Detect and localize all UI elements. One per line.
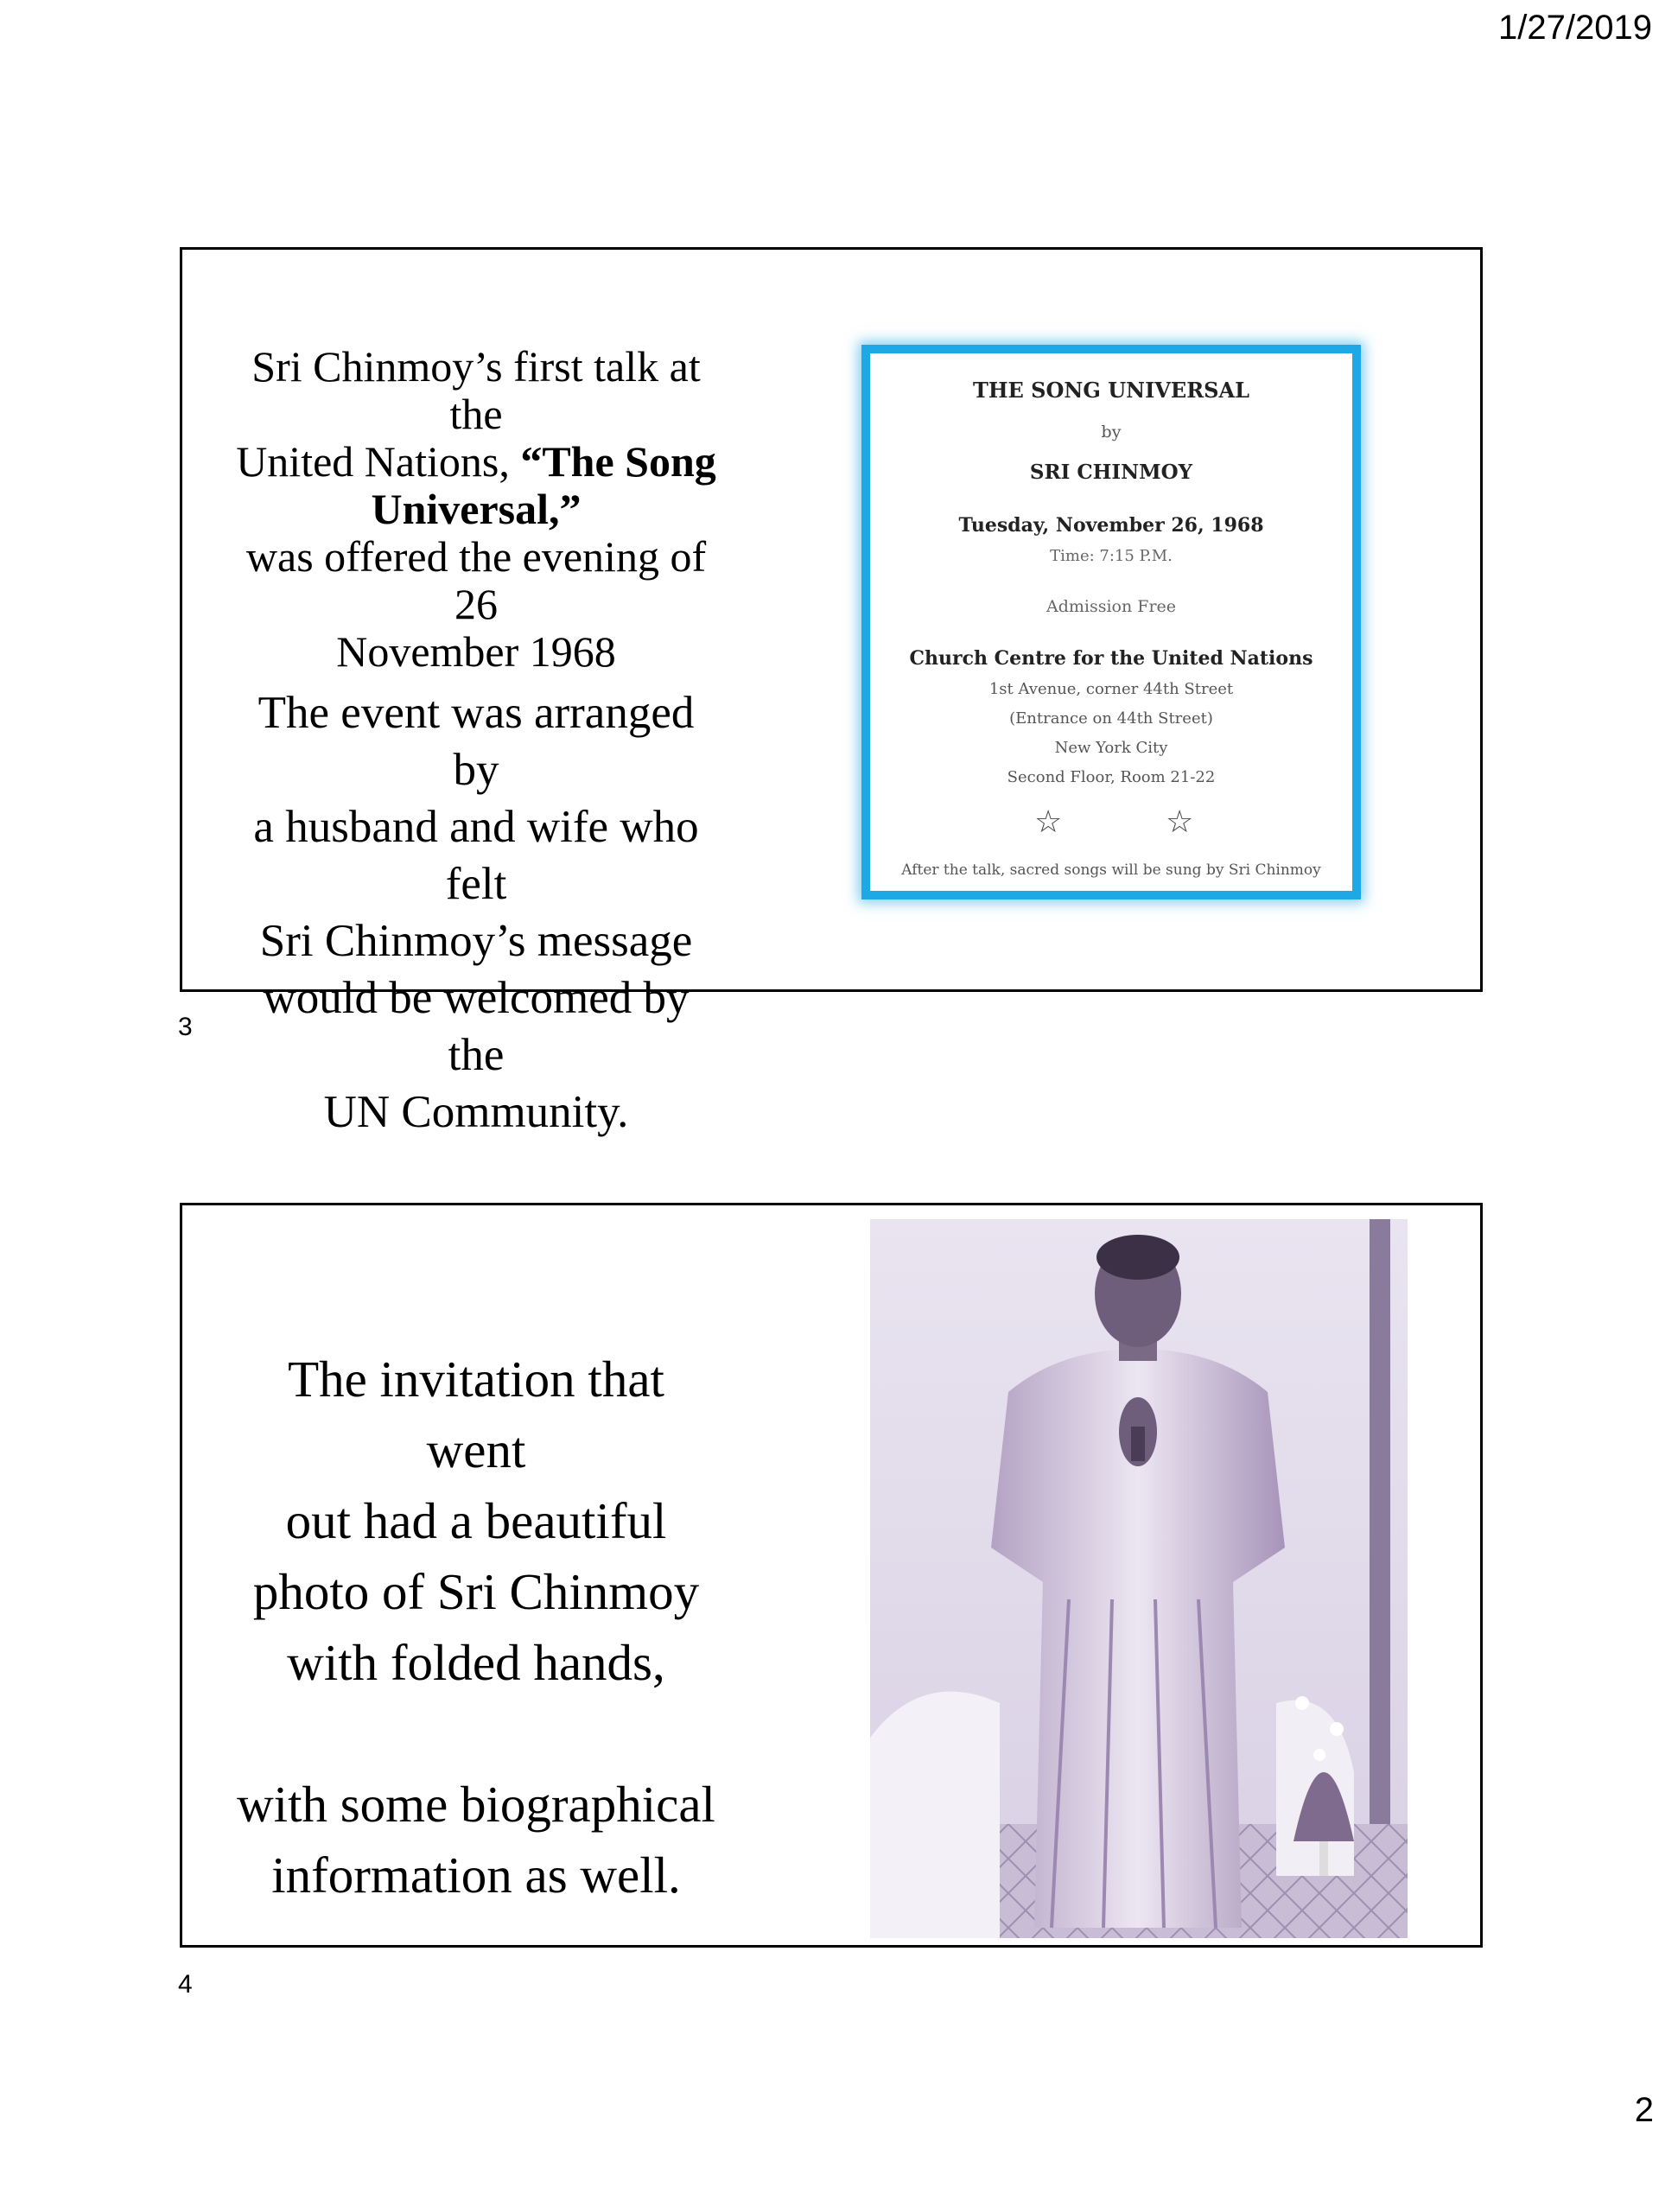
slide-3 [180, 247, 1483, 1137]
invitation-admission: Admission Free [1046, 597, 1177, 616]
text-line: November 1968 [336, 627, 616, 676]
invitation-by: by [1101, 423, 1122, 442]
slide-4-paragraph-2 [234, 1769, 718, 1910]
text-line: Sri Chinmoy’s first talk at the [251, 342, 701, 438]
text-line: out had a beautiful [285, 1492, 667, 1549]
invitation-address-1: 1st Avenue, corner 44th Street [988, 680, 1234, 698]
text-line: would be welcomed by the [263, 973, 690, 1080]
slide-3-paragraph-2 [234, 684, 718, 1141]
text-line: UN Community. [323, 1087, 629, 1137]
invitation-card [861, 345, 1361, 899]
text-line: The invitation that went [288, 1351, 664, 1478]
text-line: United Nations, [236, 437, 521, 486]
slide-number: 4 [178, 1970, 193, 1999]
star-icon: ☆ [1034, 804, 1063, 840]
talk-title-part: Universal,” [371, 485, 582, 533]
invitation-venue: Church Centre for the United Nations [909, 647, 1313, 670]
invitation-speaker: SRI CHINMOY [1029, 461, 1193, 484]
slide-3-text [234, 343, 718, 1141]
text-line: was offered the evening of 26 [245, 532, 707, 628]
text-line: The event was arranged by [257, 688, 695, 795]
page-number: 2 [1634, 2091, 1654, 2129]
slide-4 [180, 1203, 1483, 1948]
slide-4-paragraph-1 [234, 1344, 718, 1698]
invitation-date: Tuesday, November 26, 1968 [958, 514, 1264, 537]
invitation-time: Time: 7:15 P.M. [1050, 547, 1173, 565]
invitation-note: After the talk, sacred songs will be sung by Sri Chinmoy [901, 861, 1321, 879]
portrait-photo [870, 1219, 1408, 1938]
star-icon: ☆ [1166, 804, 1194, 840]
slide-3-paragraph-1 [234, 343, 718, 676]
text-line: a husband and wife who felt [253, 802, 699, 909]
text-line: information as well. [271, 1847, 681, 1904]
text-line: Sri Chinmoy’s message [259, 916, 693, 966]
invitation-city: New York City [1054, 739, 1168, 757]
text-line: with some biographical [237, 1776, 715, 1833]
page-date: 1/27/2019 [1498, 9, 1652, 47]
invitation-address-2: (Entrance on 44th Street) [1009, 709, 1213, 728]
slide-4-text [234, 1344, 718, 1910]
invitation-room: Second Floor, Room 21-22 [1007, 768, 1216, 786]
text-line: with folded hands, [287, 1634, 665, 1691]
talk-title-part: “The Song [520, 437, 716, 486]
slide-number: 3 [178, 1013, 193, 1041]
invitation-title: THE SONG UNIVERSAL [973, 378, 1249, 403]
text-line: photo of Sri Chinmoy [252, 1563, 700, 1620]
